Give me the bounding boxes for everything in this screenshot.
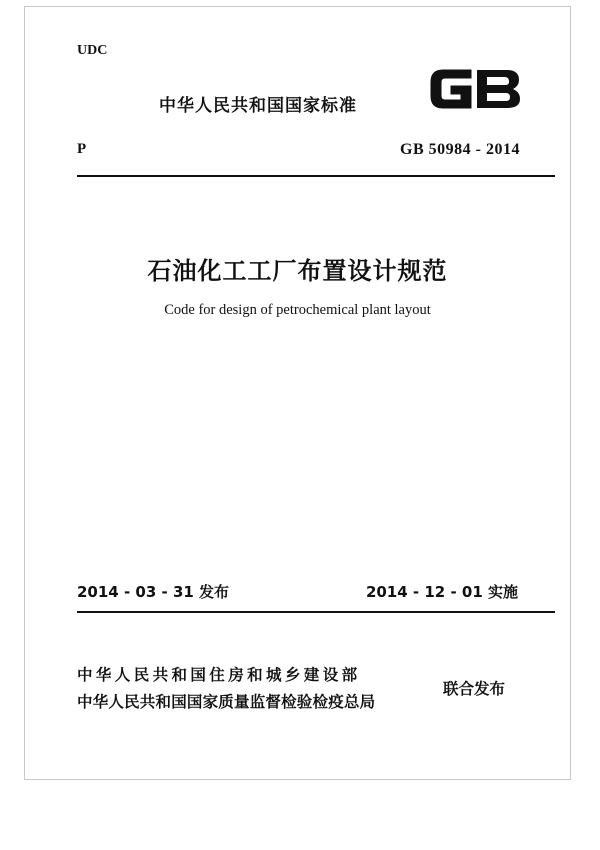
classification-code: P <box>77 141 87 157</box>
issuer-ministry-housing: 中华人民共和国住房和城乡建设部 <box>77 666 361 684</box>
implementation-date: 2014 - 12 - 01 实施 <box>365 583 518 601</box>
gb-logo-text: GB <box>427 64 429 65</box>
top-divider <box>77 175 555 177</box>
joint-release-label: 联合发布 <box>443 680 506 698</box>
title-chinese: 石油化工工厂布置设计规范 <box>147 257 448 285</box>
release-date: 2014 - 03 - 31 发布 <box>77 583 230 601</box>
issuer-aqsiq: 中华人民共和国国家质量监督检验检疫总局 <box>77 693 376 711</box>
bottom-divider <box>77 611 555 613</box>
issuing-authorities <box>77 662 375 716</box>
standard-number: GB 50984 - 2014 <box>400 141 520 158</box>
standard-type: 中华人民共和国国家标准 <box>159 96 357 116</box>
title-english: Code for design of petrochemical plant layout <box>164 302 431 318</box>
gb-logo <box>427 64 523 114</box>
udc-label: UDC <box>77 43 108 58</box>
standard-cover-page <box>24 6 571 780</box>
